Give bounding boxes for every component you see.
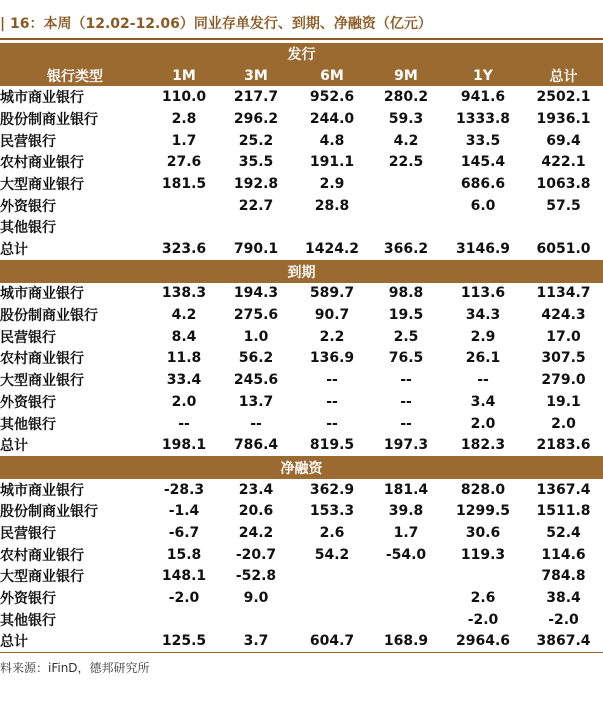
value-cell: -- [326,415,338,432]
value-cell: 6.0 [470,197,496,214]
table-row [0,108,603,130]
section-header-row [0,43,603,65]
value-cell: 6051.0 [524,238,603,260]
table-row [0,391,603,413]
value-cell [218,609,294,631]
value-cell: 2.0 [551,415,576,432]
value-cell: 114.6 [541,546,586,563]
value-cell: 138.3 [161,285,207,302]
value-cell: -2.0 [467,611,499,628]
value-cell: -28.3 [163,481,205,498]
value-cell: -- [326,372,338,389]
value-cell: -- [477,372,489,389]
table-row [0,151,603,173]
column-header: 3M [218,65,294,87]
value-cell: -- [400,393,412,410]
section-header-row [0,457,603,479]
bank-type-cell: 外资银行 [0,198,56,215]
bank-type-cell: 股份制商业银行 [0,111,98,128]
value-cell: 4.8 [319,132,345,149]
value-cell: 245.6 [233,372,279,389]
bank-type-cell: 民营银行 [0,133,56,150]
value-cell: 2.6 [470,590,496,607]
table-row [0,544,603,566]
section-title: 发行 [0,43,603,65]
value-cell: -- [326,393,338,410]
table-row [0,217,603,239]
table-row [0,238,603,260]
value-cell: 198.1 [150,434,218,456]
value-cell: 1299.5 [455,503,511,520]
value-cell: 1.7 [393,524,419,541]
value-cell: 30.6 [465,524,501,541]
column-header: 6M [294,65,370,87]
value-cell: 2.8 [171,110,197,127]
value-cell: 39.8 [388,503,424,520]
value-cell: 1424.2 [294,238,370,260]
value-cell: 24.2 [238,524,274,541]
value-cell: 153.3 [309,503,355,520]
value-cell: 33.4 [166,372,202,389]
value-cell: 786.4 [218,434,294,456]
value-cell: 197.3 [370,434,442,456]
bank-type-cell: 农村商业银行 [0,547,84,564]
bank-type-cell: 大型商业银行 [0,569,84,586]
value-cell: 2.9 [470,328,496,345]
value-cell: 3146.9 [442,238,524,260]
bank-type-cell: 总计 [0,238,150,260]
value-cell [294,566,370,588]
value-cell: 362.9 [309,481,355,498]
value-cell: 424.3 [541,307,586,324]
source-note: 料来源：iFinD，德邦研究所 [0,661,150,675]
value-cell: 148.1 [161,568,207,585]
value-cell: 366.2 [370,238,442,260]
value-cell: 57.5 [546,197,581,214]
title-divider [0,38,603,40]
value-cell [294,217,370,239]
value-cell: 35.5 [238,154,274,171]
value-cell: 22.7 [238,197,274,214]
value-cell: 33.5 [465,132,501,149]
value-cell: 1.7 [171,132,197,149]
bank-type-cell: 大型商业银行 [0,176,84,193]
value-cell: 1511.8 [536,503,591,520]
value-cell: 54.2 [314,546,350,563]
value-cell: 2964.6 [442,631,524,653]
value-cell: 819.5 [294,434,370,456]
value-cell: -54.0 [385,546,427,563]
value-cell: 194.3 [233,285,279,302]
table-row [0,304,603,326]
value-cell: 8.4 [171,328,197,345]
value-cell: 113.6 [460,285,506,302]
bank-type-cell: 外资银行 [0,394,56,411]
bank-type-cell: 股份制商业银行 [0,308,98,325]
table-bottom-rule [0,652,603,653]
value-cell: 1063.8 [536,175,591,192]
value-cell: 604.7 [294,631,370,653]
value-cell: 279.0 [541,372,586,389]
value-cell: 110.0 [161,89,207,106]
table-row [0,500,603,522]
value-cell: 2.9 [319,175,345,192]
value-cell [294,609,370,631]
value-cell: -- [400,372,412,389]
value-cell: 125.5 [150,631,218,653]
value-cell: 589.7 [309,285,355,302]
value-cell: 168.9 [370,631,442,653]
bank-type-cell: 总计 [0,631,150,653]
figure-title: | 16：本周（12.02-12.06）同业存单发行、到期、净融资（亿元） [0,16,432,32]
value-cell: 3.4 [470,393,496,410]
value-cell: 1.0 [243,328,269,345]
value-cell: -- [250,415,262,432]
table-row [0,434,603,456]
value-cell: 2183.6 [524,434,603,456]
value-cell: 1367.4 [536,481,591,498]
value-cell: 217.7 [233,89,279,106]
value-cell: 20.6 [238,503,274,520]
value-cell: 3867.4 [524,631,603,653]
value-cell: 296.2 [233,110,279,127]
value-cell: 323.6 [150,238,218,260]
value-cell: 2.2 [319,328,345,345]
value-cell: 182.3 [442,434,524,456]
value-cell: 952.6 [309,89,355,106]
value-cell [150,195,218,217]
value-cell: -20.7 [235,546,277,563]
column-header: 总计 [524,65,603,87]
value-cell: 52.4 [546,524,581,541]
value-cell: 56.2 [238,350,274,367]
value-cell [150,609,218,631]
table-row [0,566,603,588]
value-cell [370,173,442,195]
table-row [0,195,603,217]
value-cell: 275.6 [233,307,279,324]
value-cell: 69.4 [546,132,581,149]
table-row [0,609,603,631]
value-cell: 34.3 [465,307,501,324]
value-cell: 119.3 [460,546,506,563]
value-cell: 280.2 [383,89,429,106]
value-cell: 13.7 [238,393,274,410]
value-cell: 19.5 [388,307,424,324]
value-cell: 26.1 [465,350,501,367]
value-cell: 790.1 [218,238,294,260]
value-cell [524,217,603,239]
value-cell: 9.0 [243,590,269,607]
bank-type-cell: 其他银行 [0,612,56,629]
table-body [0,43,603,653]
bank-type-cell: 城市商业银行 [0,286,84,303]
value-cell [370,195,442,217]
table-row [0,479,603,501]
column-header-row [0,65,603,87]
value-cell: 90.7 [314,307,350,324]
value-cell: -- [400,415,412,432]
value-cell: -52.8 [235,568,277,585]
value-cell: 98.8 [388,285,424,302]
value-cell: 27.6 [166,154,202,171]
value-cell: 38.4 [546,590,581,607]
table-row [0,173,603,195]
value-cell: 25.2 [238,132,274,149]
bank-type-cell: 农村商业银行 [0,155,84,172]
value-cell: 17.0 [546,328,581,345]
value-cell: 11.8 [166,350,202,367]
value-cell: 23.4 [238,481,274,498]
value-cell: 22.5 [388,154,424,171]
value-cell: 307.5 [541,350,586,367]
bank-type-cell: 外资银行 [0,591,56,608]
table-row [0,369,603,391]
bank-type-cell: 其他银行 [0,416,56,433]
value-cell: 4.2 [393,132,419,149]
value-cell: 19.1 [546,393,581,410]
bank-type-cell: 股份制商业银行 [0,504,98,521]
value-cell: 1936.1 [536,110,591,127]
value-cell: 192.8 [233,175,279,192]
value-cell: 784.8 [541,568,586,585]
table-row [0,326,603,348]
value-cell: 191.1 [309,154,355,171]
value-cell: 2.0 [470,415,496,432]
value-cell: 1134.7 [536,285,591,302]
value-cell [370,587,442,609]
column-header: 9M [370,65,442,87]
value-cell: 2.5 [393,328,419,345]
value-cell: 76.5 [388,350,424,367]
section-header-row [0,260,603,282]
table-row [0,587,603,609]
column-header: 1M [150,65,218,87]
table-row [0,631,603,653]
value-cell [442,566,524,588]
table-row [0,348,603,370]
bank-type-cell: 民营银行 [0,329,56,346]
bank-type-cell: 总计 [0,434,150,456]
value-cell: 181.4 [383,481,429,498]
value-cell: 15.8 [166,546,202,563]
value-cell: 686.6 [460,175,506,192]
table-row [0,413,603,435]
value-cell: 3.7 [218,631,294,653]
value-cell: 422.1 [541,154,586,171]
value-cell: 181.5 [161,175,207,192]
value-cell: -2.0 [168,590,200,607]
value-cell: -6.7 [168,524,200,541]
value-cell [370,217,442,239]
table-row [0,86,603,108]
value-cell [218,217,294,239]
bank-type-cell: 民营银行 [0,525,56,542]
value-cell: -2.0 [548,611,579,628]
bank-type-cell: 大型商业银行 [0,373,84,390]
value-cell: 4.2 [171,307,197,324]
table-row [0,283,603,305]
value-cell [370,566,442,588]
value-cell: 1333.8 [455,110,511,127]
value-cell: 2502.1 [536,89,591,106]
bank-type-cell: 其他银行 [0,220,56,237]
bank-type-cell: 城市商业银行 [0,90,84,107]
value-cell [294,587,370,609]
table-row [0,522,603,544]
value-cell: -- [178,415,190,432]
value-cell: 2.6 [319,524,345,541]
value-cell: 2.0 [171,393,197,410]
value-cell: 145.4 [460,154,506,171]
section-title: 到期 [0,260,603,282]
value-cell: 28.8 [314,197,350,214]
value-cell [442,217,524,239]
value-cell: 59.3 [388,110,424,127]
value-cell [150,217,218,239]
section-title: 净融资 [0,457,603,479]
table-row [0,130,603,152]
cd-issuance-table [0,43,603,653]
value-cell: 244.0 [309,110,355,127]
value-cell: -1.4 [168,503,200,520]
value-cell: 828.0 [460,481,506,498]
column-header: 银行类型 [0,65,150,87]
bank-type-cell: 农村商业银行 [0,351,84,368]
column-header: 1Y [442,65,524,87]
value-cell: 941.6 [460,89,506,106]
bank-type-cell: 城市商业银行 [0,482,84,499]
value-cell [370,609,442,631]
value-cell: 136.9 [309,350,355,367]
